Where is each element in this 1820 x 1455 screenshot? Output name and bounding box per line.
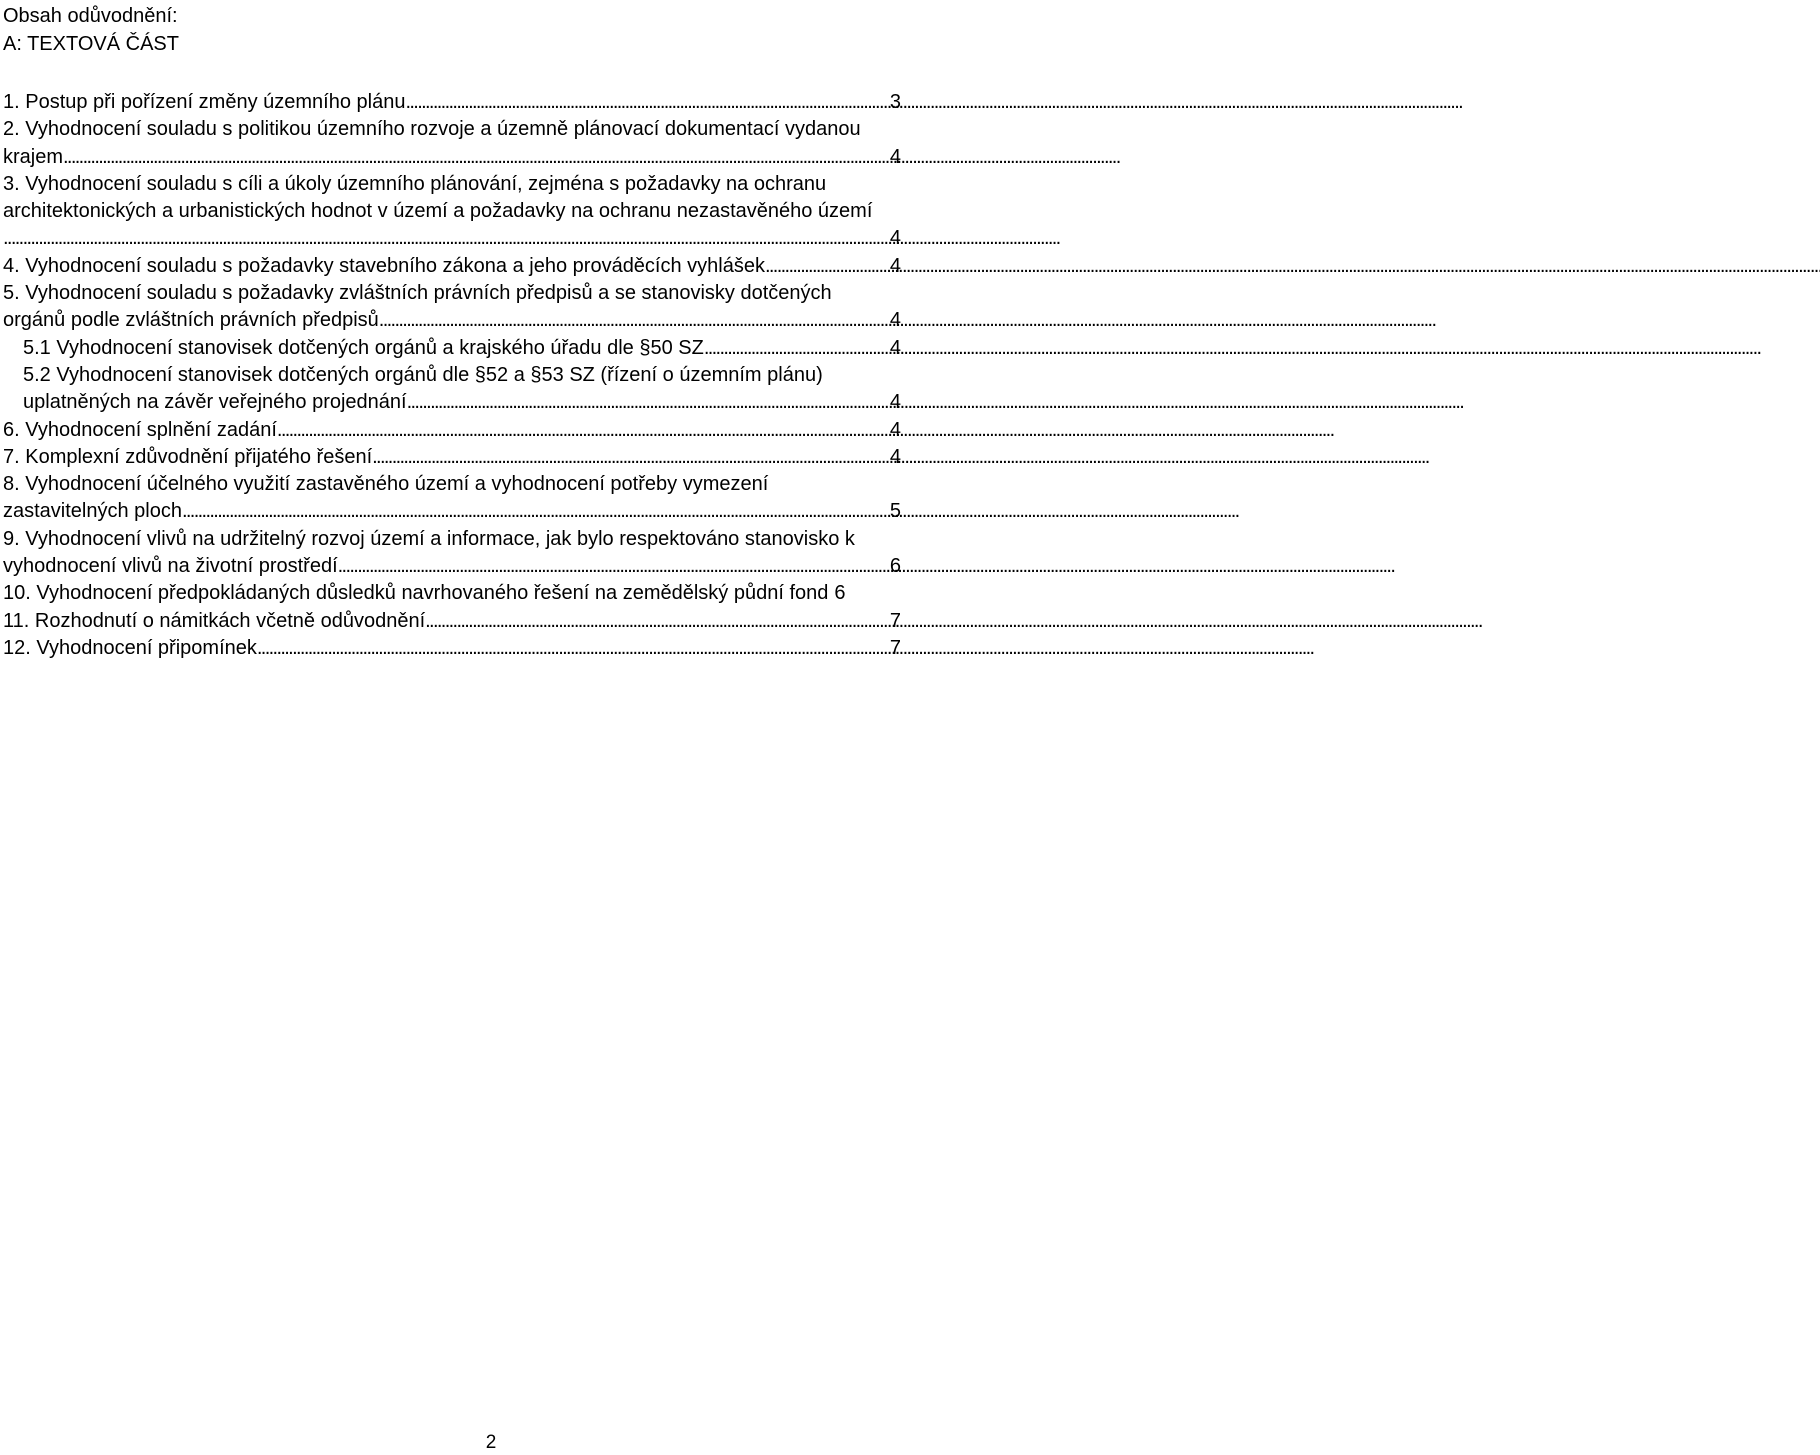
- dot-leader: [182, 498, 884, 525]
- toc-entry-line: [3, 307, 901, 334]
- toc-entry-title: 9. Vyhodnocení vlivů na udržitelný rozvoj území a informace, jak bylo respektováno stanovisko k: [3, 527, 855, 550]
- toc-entry[interactable]: [3, 335, 901, 362]
- toc-entry-line: [3, 144, 901, 171]
- toc-entry-line: [3, 553, 901, 580]
- toc-page-number: 4: [889, 445, 901, 468]
- toc-entry-title: 4. Vyhodnocení souladu s požadavky stavebního zákona a jeho prováděcích vyhlášek: [3, 254, 765, 277]
- toc-entry-title: 5.1 Vyhodnocení stanovisek dotčených orgánů a krajského úřadu dle §50 SZ: [23, 336, 704, 359]
- toc-entry-title: 6. Vyhodnocení splnění zadání: [3, 418, 277, 441]
- dot-leader: [3, 225, 884, 252]
- toc-page-number: 4: [889, 227, 901, 250]
- toc-entry-title: krajem: [3, 145, 64, 168]
- toc-entry[interactable]: [3, 471, 901, 526]
- dot-leader: [765, 253, 884, 280]
- toc-entry[interactable]: [3, 171, 901, 253]
- toc-entry-title: 5. Vyhodnocení souladu s požadavky zvláštních právních předpisů a se stanovisky dotčených: [3, 282, 832, 305]
- toc-entry-line: [3, 89, 901, 116]
- toc-entry-line: [3, 635, 901, 662]
- section-heading: A: TEXTOVÁ ČÁST: [3, 33, 179, 55]
- toc-entry[interactable]: [3, 526, 901, 581]
- toc-entry-title: 7. Komplexní zdůvodnění přijatého řešení: [3, 445, 373, 468]
- toc-entry-line: [3, 498, 901, 525]
- dot-leader: [338, 553, 884, 580]
- toc-page-number: 4: [889, 391, 901, 414]
- toc-entry-title: vyhodnocení vlivů na životní prostředí: [3, 555, 338, 578]
- toc-entry-title: 12. Vyhodnocení připomínek: [3, 636, 257, 659]
- dot-leader: [704, 335, 884, 362]
- page-number: 2: [485, 1432, 497, 1453]
- table-of-contents: [3, 89, 901, 662]
- toc-entry-title: 3. Vyhodnocení souladu s cíli a úkoly územního plánování, zejména s požadavky na ochranu architektonických a urbanistických hodnot v území a požadavky na ochranu nezastavěného území: [3, 172, 873, 223]
- toc-entry[interactable]: [3, 444, 901, 471]
- toc-entry[interactable]: [3, 608, 901, 635]
- toc-entry[interactable]: [3, 116, 901, 171]
- toc-page-number: 7: [889, 609, 901, 632]
- toc-page-number: 3: [889, 91, 901, 113]
- toc-entry-line: [23, 389, 901, 416]
- toc-entry-line: [3, 608, 901, 635]
- dot-leader: [407, 389, 884, 416]
- toc-entry-line: [23, 335, 901, 362]
- toc-entry-title: 1. Postup při pořízení změny územního plánu: [3, 91, 406, 113]
- toc-entry[interactable]: [3, 635, 901, 662]
- toc-entry-line: [3, 580, 901, 607]
- dot-leader: [379, 307, 884, 334]
- toc-entry[interactable]: [3, 253, 901, 280]
- toc-entry-title: 5.2 Vyhodnocení stanovisek dotčených orgánů dle §52 a §53 SZ (řízení o územním plánu): [23, 363, 823, 386]
- toc-entry-line: [3, 225, 901, 252]
- toc-page-number: 5: [889, 500, 901, 523]
- toc-entry[interactable]: [3, 417, 901, 444]
- dot-leader: [405, 89, 883, 116]
- toc-entry[interactable]: [3, 580, 901, 607]
- toc-page-number: 4: [889, 254, 901, 277]
- toc-page-number: 4: [889, 336, 901, 359]
- toc-entry-title: zastavitelných ploch: [3, 500, 182, 523]
- toc-page-number: 6: [889, 555, 901, 578]
- toc-entry-title: 10. Vyhodnocení předpokládaných důsledků navrhovaného řešení na zemědělský půdní fond: [3, 582, 829, 605]
- toc-heading: Obsah odůvodnění:: [3, 5, 178, 27]
- toc-entry[interactable]: [3, 362, 901, 417]
- toc-entry[interactable]: [3, 89, 901, 116]
- toc-page-number: 7: [889, 636, 901, 659]
- toc-entry-title: 8. Vyhodnocení účelného využití zastavěného území a vyhodnocení potřeby vymezení: [3, 473, 769, 496]
- toc-page-number: 4: [889, 309, 901, 332]
- dot-leader: [63, 144, 884, 171]
- dot-leader: [425, 608, 884, 635]
- toc-entry-title: 11. Rozhodnutí o námitkách včetně odůvodnění: [3, 609, 426, 632]
- toc-entry-line: [3, 444, 901, 471]
- dot-leader: [372, 444, 884, 471]
- toc-entry[interactable]: [3, 280, 901, 335]
- toc-page-number: 6: [834, 582, 846, 605]
- toc-entry-title: 2. Vyhodnocení souladu s politikou územního rozvoje a územně plánovací dokumentací vydanou: [3, 118, 861, 141]
- toc-entry-line: [3, 417, 901, 444]
- dot-leader: [277, 417, 884, 444]
- toc-entry-title: uplatněných na závěr veřejného projednání: [23, 391, 407, 414]
- toc-page-number: 4: [889, 145, 901, 168]
- toc-page-number: 4: [889, 418, 901, 441]
- toc-entry-title: orgánů podle zvláštních právních předpisů: [3, 309, 379, 332]
- toc-entry-line: [3, 253, 901, 280]
- dot-leader: [257, 635, 884, 662]
